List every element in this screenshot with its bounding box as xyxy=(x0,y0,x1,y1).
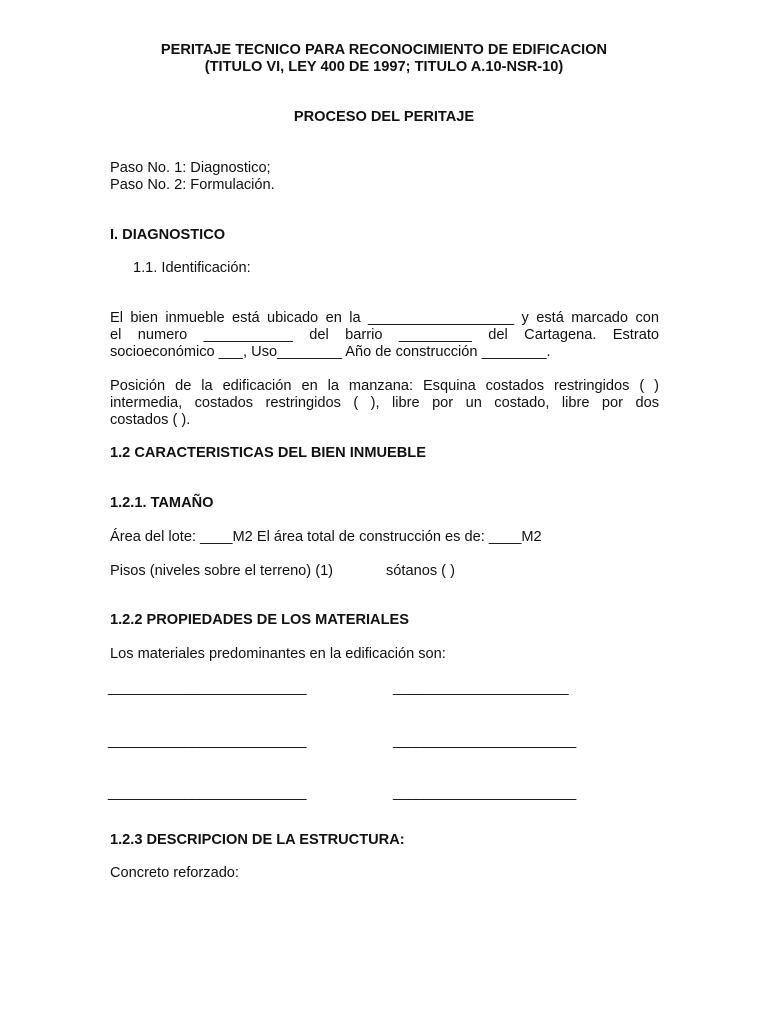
step-2: Paso No. 2: Formulación. xyxy=(110,177,275,193)
floors-text: Pisos (niveles sobre el terreno) (1) xyxy=(110,563,334,579)
area-text: Área del lote: ____M2 El área total de construcción es de: ____M2 xyxy=(110,529,542,545)
material-blank-1a: __________________________ xyxy=(108,680,307,696)
materials-intro: Los materiales predominantes en la edificación son: xyxy=(110,646,446,662)
size-heading: 1.2.1. TAMAÑO xyxy=(110,495,214,511)
basements-text: sótanos ( ) xyxy=(386,563,455,579)
position-line-1: Posición de la edificación en la manzana: Esquina costados restringidos ( ) xyxy=(110,378,659,394)
identification-line-3: socioeconómico ___, Uso________ Año de construcción ________. xyxy=(110,344,551,360)
step-1: Paso No. 1: Diagnostico; xyxy=(110,160,271,176)
identification-line-1: El bien inmueble está ubicado en la __________________ y está marcado con xyxy=(110,310,659,326)
structure-item-reinforced-concrete: Concreto reforzado: xyxy=(110,865,239,881)
identification-line-2: el numero ___________ del barrio _________ del Cartagena. Estrato xyxy=(110,327,659,343)
process-subtitle: PROCESO DEL PERITAJE xyxy=(293,109,475,125)
materials-heading: 1.2.2 PROPIEDADES DE LOS MATERIALES xyxy=(110,612,409,628)
material-blank-2b: ________________________ xyxy=(393,733,576,749)
document-title-reference: (TITULO VI, LEY 400 DE 1997; TITULO A.10-NSR-10) xyxy=(204,59,564,75)
material-blank-1b: _______________________ xyxy=(393,680,569,696)
structure-heading: 1.2.3 DESCRIPCION DE LA ESTRUCTURA: xyxy=(110,832,405,848)
position-line-2: intermedia, costados restringidos ( ), libre por un costado, libre por dos xyxy=(110,395,659,411)
diagnostic-heading: I. DIAGNOSTICO xyxy=(110,227,226,243)
material-blank-2a: __________________________ xyxy=(108,733,307,749)
identification-subheading: 1.1. Identificación: xyxy=(133,260,251,276)
characteristics-heading: 1.2 CARACTERISTICAS DEL BIEN INMUEBLE xyxy=(110,445,426,461)
identification-paragraph xyxy=(110,310,659,361)
material-blank-3a: __________________________ xyxy=(108,785,307,801)
position-line-3: costados ( ). xyxy=(110,412,191,428)
material-blank-3b: ________________________ xyxy=(393,785,576,801)
document-title: PERITAJE TECNICO PARA RECONOCIMIENTO DE EDIFICACION xyxy=(160,42,608,58)
position-paragraph xyxy=(110,378,659,429)
